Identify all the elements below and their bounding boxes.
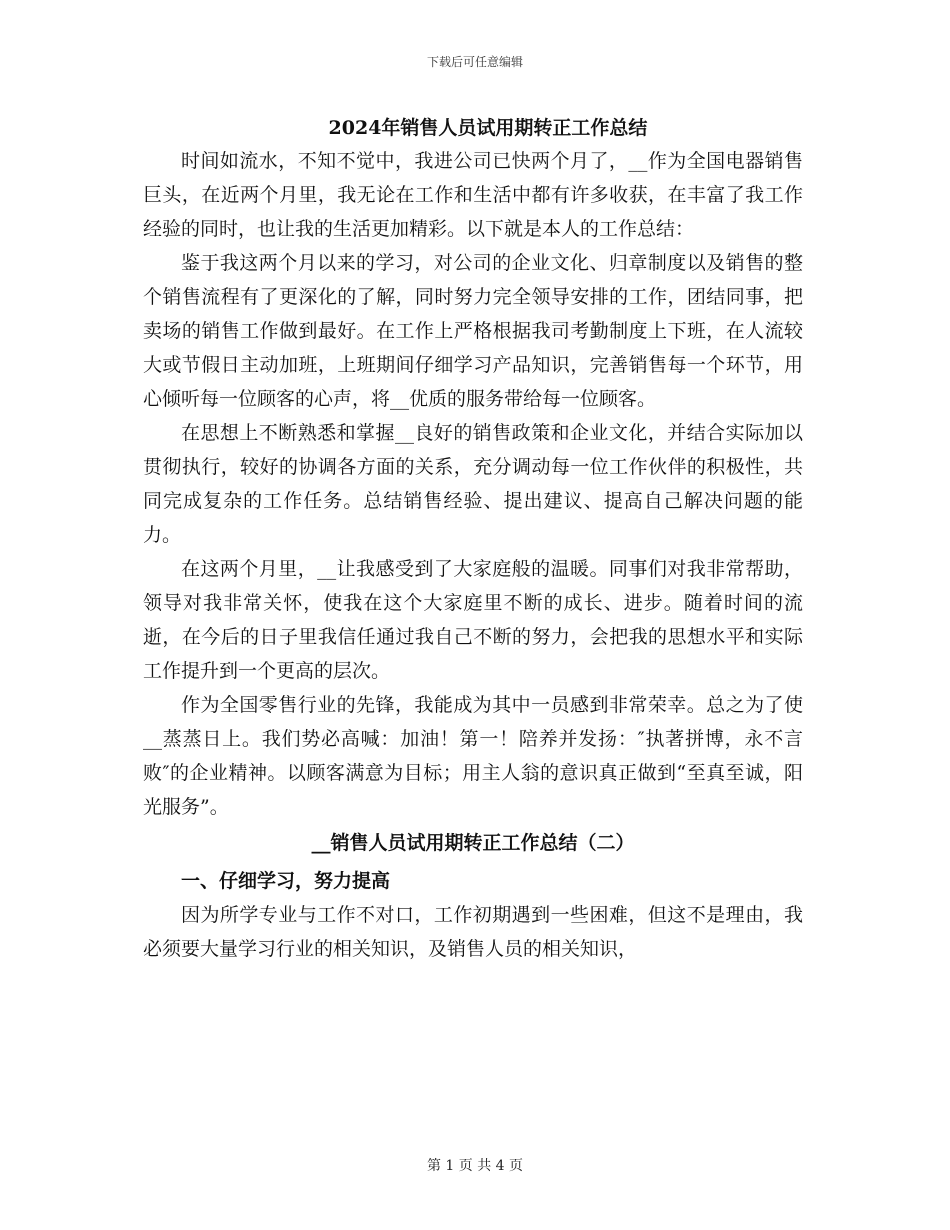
section-heading: 一、仔细学习，努力提高	[181, 870, 391, 892]
document-title: 2024年销售人员试用期转正工作总结	[328, 117, 648, 139]
page-footer: 第 1 页 共 4 页	[426, 1158, 524, 1174]
paragraph-warmth: 在这两个月里，__让我感受到了大家庭般的温暖。同事们对我非常帮助，领导对我非常关怀，使我在这个大家庭里不断的成长、进步。随着时间的流逝，在今后的日子里我信任通过我自己不断的努力，会把我的思想水平和实际工作提升到一个更高的层次。	[143, 558, 803, 682]
document-body	[143, 112, 803, 966]
section-paragraph: 因为所学专业与工作不对口，工作初期遇到一些困难，但这不是理由，我必须要大量学习行业的相关知识，及销售人员的相关知识，	[143, 904, 803, 960]
paragraph-thinking: 在思想上不断熟悉和掌握__良好的销售政策和企业文化，并结合实际加以贯彻执行，较好的协调各方面的关系，充分调动每一位工作伙伴的积极性，共同完成复杂的工作任务。总结销售经验、提出建议、提高自己解决问题的能力。	[143, 422, 803, 546]
document-subtitle: __销售人员试用期转正工作总结（二）	[311, 832, 635, 854]
paragraph-pioneer: 作为全国零售行业的先锋，我能成为其中一员感到非常荣幸。总之为了使__蒸蒸日上。我们势必高喊：加油！第一！陪养并发扬：″执著拼博，永不言败″的企业精神。以顾客满意为目标；用主人翁的意识真正做到“至真至诚，阳光服务”。	[143, 694, 803, 818]
paragraph-intro: 时间如流水，不知不觉中，我进公司已快两个月了，__作为全国电器销售巨头，在近两个月里，我无论在工作和生活中都有许多收获，在丰富了我工作经验的同时，也让我的生活更加精彩。以下就是本人的工作总结：	[143, 150, 803, 240]
header-note: 下载后可任意编辑	[426, 55, 523, 69]
paragraph-learning: 鉴于我这两个月以来的学习，对公司的企业文化、归章制度以及销售的整个销售流程有了更深化的了解，同时努力完全领导安排的工作，团结同事，把卖场的销售工作做到最好。在工作上严格根据我司考勤制度上下班，在人流较大或节假日主动加班，上班期间仔细学习产品知识，完善销售每一个环节，用心倾听每一位顾客的心声，将__优质的服务带给每一位顾客。	[143, 252, 803, 410]
